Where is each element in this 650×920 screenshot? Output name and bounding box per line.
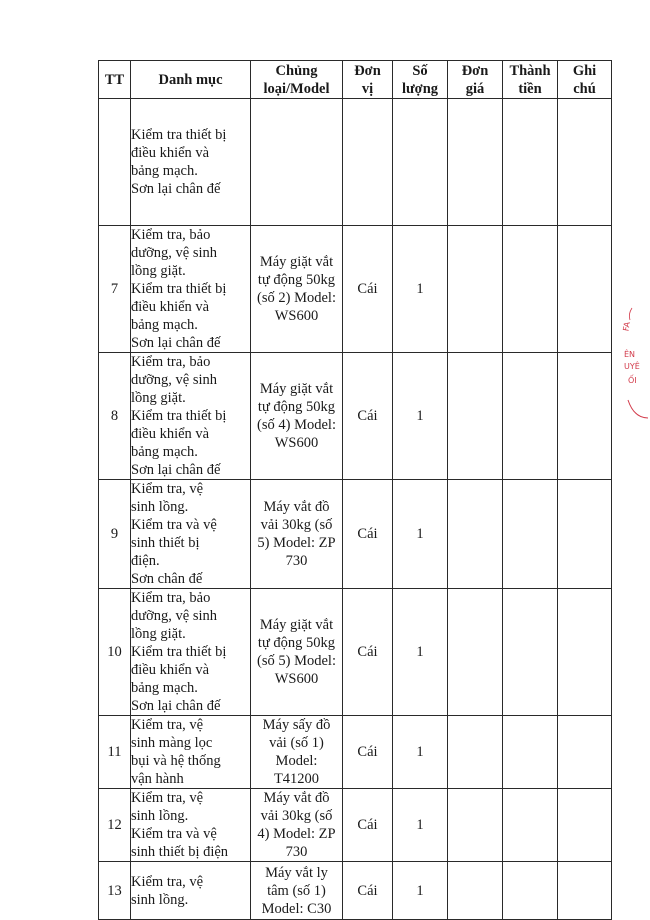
table-row <box>99 226 612 353</box>
cell-ghi-chu <box>558 480 612 589</box>
cell-so-luong: 1 <box>393 353 448 480</box>
desc-line: dưỡng, vệ sinh <box>131 608 218 624</box>
header-chung-loai: Chủng loại/Model <box>251 61 343 99</box>
model-line: tự động 50kg <box>257 399 336 415</box>
model-line: Máy vắt đồ <box>263 790 330 806</box>
desc-line: sinh lồng. <box>131 808 189 824</box>
desc-line: lồng giặt. <box>131 263 186 279</box>
cell-ghi-chu <box>558 226 612 353</box>
model-line: vải 30kg (số <box>260 808 333 824</box>
cell-don-vi: Cái <box>343 226 393 353</box>
cell-thanh-tien <box>503 716 558 789</box>
cell-model <box>251 99 343 226</box>
model-line: WS600 <box>274 435 319 451</box>
cell-don-gia <box>448 589 503 716</box>
model-line: Máy giặt vắt <box>259 617 334 633</box>
cell-don-vi: Cái <box>343 862 393 920</box>
model-line: tâm (số 1) <box>267 882 326 899</box>
desc-line: Sơn lại chân đế <box>131 181 221 197</box>
stamp-arc <box>618 300 648 430</box>
header-so-luong: Số lượng <box>393 61 448 99</box>
model-line: Máy sấy đồ <box>262 717 331 733</box>
cell-so-luong: 1 <box>393 716 448 789</box>
model-line: 4) Model: ZP <box>257 826 336 842</box>
cell-so-luong: 1 <box>393 480 448 589</box>
model-line: Máy vắt ly <box>265 864 328 881</box>
cell-danh-muc <box>131 589 251 716</box>
table-row <box>99 789 612 862</box>
model-line: 730 <box>285 553 308 569</box>
model-line: vải 30kg (số <box>260 517 333 533</box>
desc-line: Kiểm tra thiết bị <box>131 127 227 143</box>
cell-don-vi: Cái <box>343 789 393 862</box>
cell-don-gia <box>448 789 503 862</box>
cell-danh-muc <box>131 862 251 920</box>
desc-line: bảng mạch. <box>131 444 198 460</box>
desc-line: Kiểm tra, vệ <box>131 717 204 733</box>
table-row <box>99 480 612 589</box>
desc-line: điện. <box>131 553 160 569</box>
table-row <box>99 716 612 789</box>
desc-line: điều khiển và <box>131 299 210 315</box>
stamp-text: FA <box>621 321 632 332</box>
desc-line: sinh lồng. <box>131 499 189 515</box>
stamp-text: ỐI <box>628 376 637 385</box>
desc-line: Kiểm tra, vệ <box>131 790 204 806</box>
cell-don-gia <box>448 480 503 589</box>
desc-line: bụi và hệ thống <box>131 753 221 769</box>
equipment-table <box>98 60 612 920</box>
cell-so-luong <box>393 99 448 226</box>
cell-don-gia <box>448 226 503 353</box>
desc-line: Kiểm tra và vệ <box>131 826 217 842</box>
cell-tt: 13 <box>99 862 131 920</box>
cell-danh-muc <box>131 99 251 226</box>
header-ghi-chu: Ghi chú <box>558 61 612 99</box>
header-don-vi: Đơn vị <box>343 61 393 99</box>
cell-model <box>251 716 343 789</box>
table-row <box>99 353 612 480</box>
model-line: Máy giặt vắt <box>259 381 334 397</box>
cell-don-vi: Cái <box>343 716 393 789</box>
model-line: T41200 <box>273 771 320 787</box>
model-line: (số 4) Model: <box>257 417 336 433</box>
desc-line: sinh lồng. <box>131 891 189 908</box>
cell-thanh-tien <box>503 862 558 920</box>
cell-thanh-tien <box>503 99 558 226</box>
stamp-text: UYÊ <box>624 362 640 371</box>
desc-line: bảng mạch. <box>131 317 198 333</box>
desc-line: Kiểm tra, bảo <box>131 354 211 370</box>
desc-line: Kiểm tra, bảo <box>131 590 211 606</box>
desc-line: lồng giặt. <box>131 390 186 406</box>
model-line: (số 2) Model: <box>257 290 336 306</box>
model-line: (số 5) Model: <box>257 653 336 669</box>
desc-line: Kiểm tra và vệ <box>131 517 217 533</box>
cell-tt: 9 <box>99 480 131 589</box>
desc-line: Kiểm tra thiết bị <box>131 644 227 660</box>
desc-line: lồng giặt. <box>131 626 186 642</box>
cell-ghi-chu <box>558 716 612 789</box>
cell-model <box>251 589 343 716</box>
table-body <box>99 99 612 920</box>
cell-tt: 11 <box>99 716 131 789</box>
cell-danh-muc <box>131 789 251 862</box>
desc-line: Sơn lại chân đế <box>131 335 221 351</box>
header-danh-muc: Danh mục <box>131 61 251 99</box>
cell-ghi-chu <box>558 862 612 920</box>
model-line: Model: <box>275 753 318 769</box>
cell-danh-muc <box>131 716 251 789</box>
desc-line: Kiểm tra, vệ <box>131 481 204 497</box>
cell-model <box>251 862 343 920</box>
cell-don-vi: Cái <box>343 480 393 589</box>
cell-ghi-chu <box>558 589 612 716</box>
model-line: tự động 50kg <box>257 635 336 651</box>
model-line: 5) Model: ZP <box>257 535 336 551</box>
desc-line: điều khiển và <box>131 145 210 161</box>
desc-line: điều khiển và <box>131 426 210 442</box>
model-line: WS600 <box>274 308 319 324</box>
desc-line: Kiểm tra, bảo <box>131 227 211 243</box>
cell-so-luong: 1 <box>393 589 448 716</box>
cell-model <box>251 789 343 862</box>
cell-thanh-tien <box>503 353 558 480</box>
stamp-text: ÊN <box>624 350 636 359</box>
header-thanh-tien: Thành tiền <box>503 61 558 99</box>
cell-thanh-tien <box>503 789 558 862</box>
cell-so-luong: 1 <box>393 862 448 920</box>
cell-don-vi <box>343 99 393 226</box>
cell-thanh-tien <box>503 226 558 353</box>
cell-model <box>251 226 343 353</box>
model-line: Model: C30 <box>261 900 332 917</box>
desc-line: Sơn chân đế <box>131 571 203 587</box>
table-row <box>99 589 612 716</box>
cell-don-gia <box>448 716 503 789</box>
cell-don-vi: Cái <box>343 353 393 480</box>
desc-line: Kiểm tra thiết bị <box>131 281 227 297</box>
desc-line: Sơn lại chân đế <box>131 462 221 478</box>
red-stamp-fragment <box>618 300 648 430</box>
model-line: WS600 <box>274 671 319 687</box>
desc-line: Kiểm tra thiết bị <box>131 408 227 424</box>
cell-tt <box>99 99 131 226</box>
header-don-gia: Đơn giá <box>448 61 503 99</box>
desc-line: Sơn lại chân đế <box>131 698 221 714</box>
cell-tt: 10 <box>99 589 131 716</box>
cell-danh-muc <box>131 226 251 353</box>
cell-so-luong: 1 <box>393 789 448 862</box>
model-line: 730 <box>285 844 308 860</box>
model-line: vải (số 1) <box>269 735 324 751</box>
cell-model <box>251 480 343 589</box>
cell-model <box>251 353 343 480</box>
desc-line: sinh thiết bị <box>131 535 200 551</box>
desc-line: điều khiển và <box>131 662 210 678</box>
cell-don-gia <box>448 862 503 920</box>
cell-ghi-chu <box>558 353 612 480</box>
cell-ghi-chu <box>558 99 612 226</box>
table-header-row <box>99 61 612 99</box>
table-row <box>99 862 612 920</box>
cell-danh-muc <box>131 480 251 589</box>
desc-line: sinh thiết bị điện <box>131 844 229 860</box>
model-line: Máy vắt đồ <box>263 499 330 515</box>
cell-don-vi: Cái <box>343 589 393 716</box>
cell-tt: 12 <box>99 789 131 862</box>
desc-line: dưỡng, vệ sinh <box>131 372 218 388</box>
cell-don-gia <box>448 99 503 226</box>
cell-thanh-tien <box>503 589 558 716</box>
cell-ghi-chu <box>558 789 612 862</box>
cell-thanh-tien <box>503 480 558 589</box>
desc-line: Kiểm tra, vệ <box>131 873 204 890</box>
cell-danh-muc <box>131 353 251 480</box>
table-row <box>99 99 612 226</box>
desc-line: vận hành <box>131 771 184 787</box>
desc-line: sinh màng lọc <box>131 735 213 751</box>
desc-line: dưỡng, vệ sinh <box>131 245 218 261</box>
desc-line: bảng mạch. <box>131 163 198 179</box>
cell-don-gia <box>448 353 503 480</box>
desc-line: bảng mạch. <box>131 680 198 696</box>
model-line: tự động 50kg <box>257 272 336 288</box>
cell-tt: 8 <box>99 353 131 480</box>
cell-tt: 7 <box>99 226 131 353</box>
cell-so-luong: 1 <box>393 226 448 353</box>
model-line: Máy giặt vắt <box>259 254 334 270</box>
header-tt: TT <box>99 61 131 99</box>
